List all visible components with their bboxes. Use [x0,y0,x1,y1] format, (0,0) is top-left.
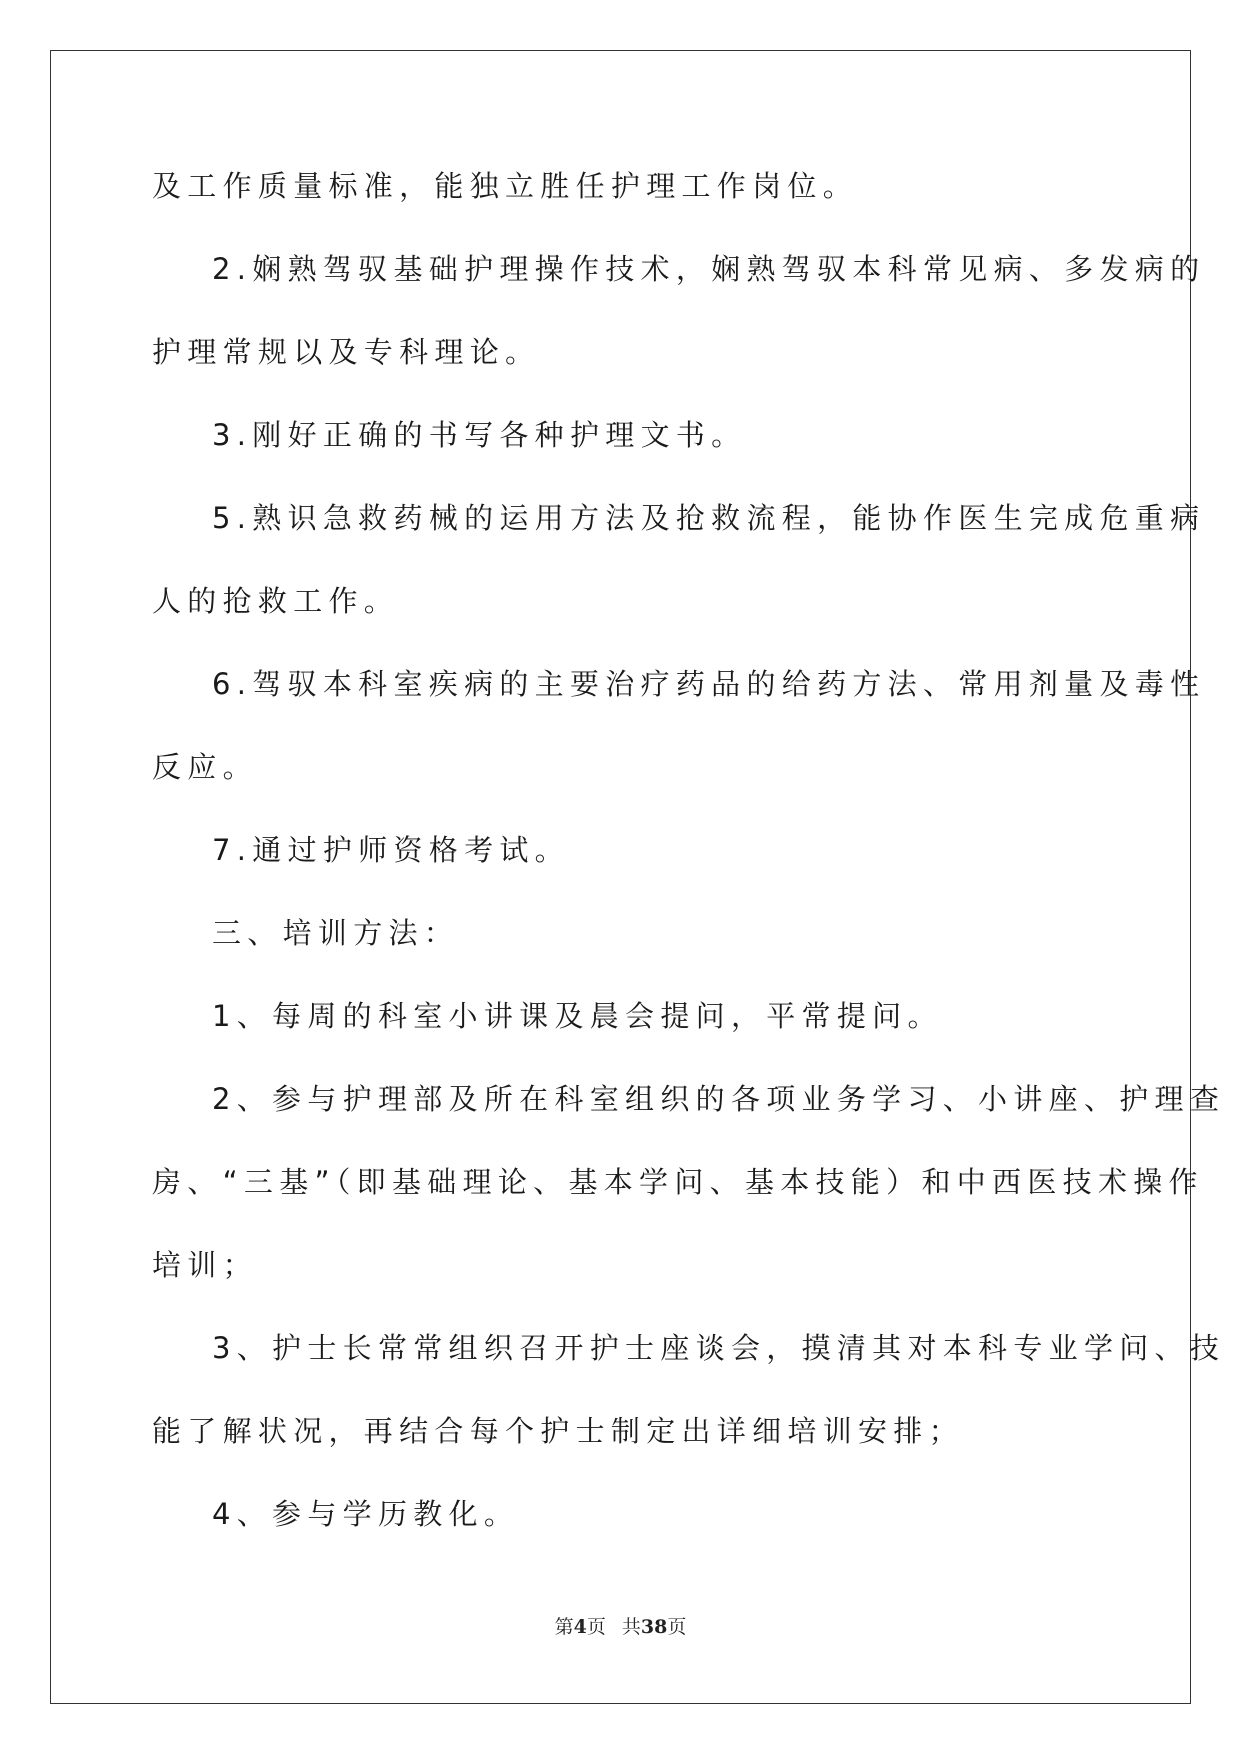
text-line-3: 护理常规以及专科理论。 [152,335,541,369]
text-line-16: 能了解状况，再结合每个护士制定出详细培训安排； [152,1414,964,1448]
text-line-17: 4、参与学历教化。 [212,1497,520,1531]
page-footer [0,1612,1241,1639]
text-line-12: 2、参与护理部及所在科室组织的各项业务学习、小讲座、护理查 [212,1082,1226,1116]
text-line-2: 2.娴熟驾驭基础护理操作技术，娴熟驾驭本科常见病、多发病的 [212,252,1206,286]
text-line-13: 房、“三基”（即基础理论、基本学问、基本技能）和中西医技术操作 [152,1165,1204,1199]
total-suffix: 页 [667,1616,687,1638]
text-line-8: 反应。 [152,750,258,784]
text-line-6: 人的抢救工作。 [152,584,400,618]
text-line-9: 7.通过护师资格考试。 [212,833,570,867]
text-line-1: 及工作质量标准，能独立胜任护理工作岗位。 [152,169,859,203]
document-body [152,166,1226,1577]
section-heading: 三、培训方法： [212,916,460,950]
text-line-11: 1、每周的科室小讲课及晨会提问，平常提问。 [212,999,943,1033]
page-prefix: 第 [554,1616,574,1638]
text-line-7: 6.驾驭本科室疾病的主要治疗药品的给药方法、常用剂量及毒性 [212,667,1206,701]
text-line-5: 5.熟识急救药械的运用方法及抢救流程，能协作医生完成危重病 [212,501,1206,535]
total-prefix: 共 [621,1616,641,1638]
page-number: 4 [573,1616,587,1638]
text-line-4: 3.刚好正确的书写各种护理文书。 [212,418,747,452]
page-suffix: 页 [586,1616,606,1638]
total-pages: 38 [640,1616,668,1638]
text-line-15: 3、护士长常常组织召开护士座谈会，摸清其对本科专业学问、技 [212,1331,1226,1365]
text-line-14: 培训； [152,1248,258,1282]
